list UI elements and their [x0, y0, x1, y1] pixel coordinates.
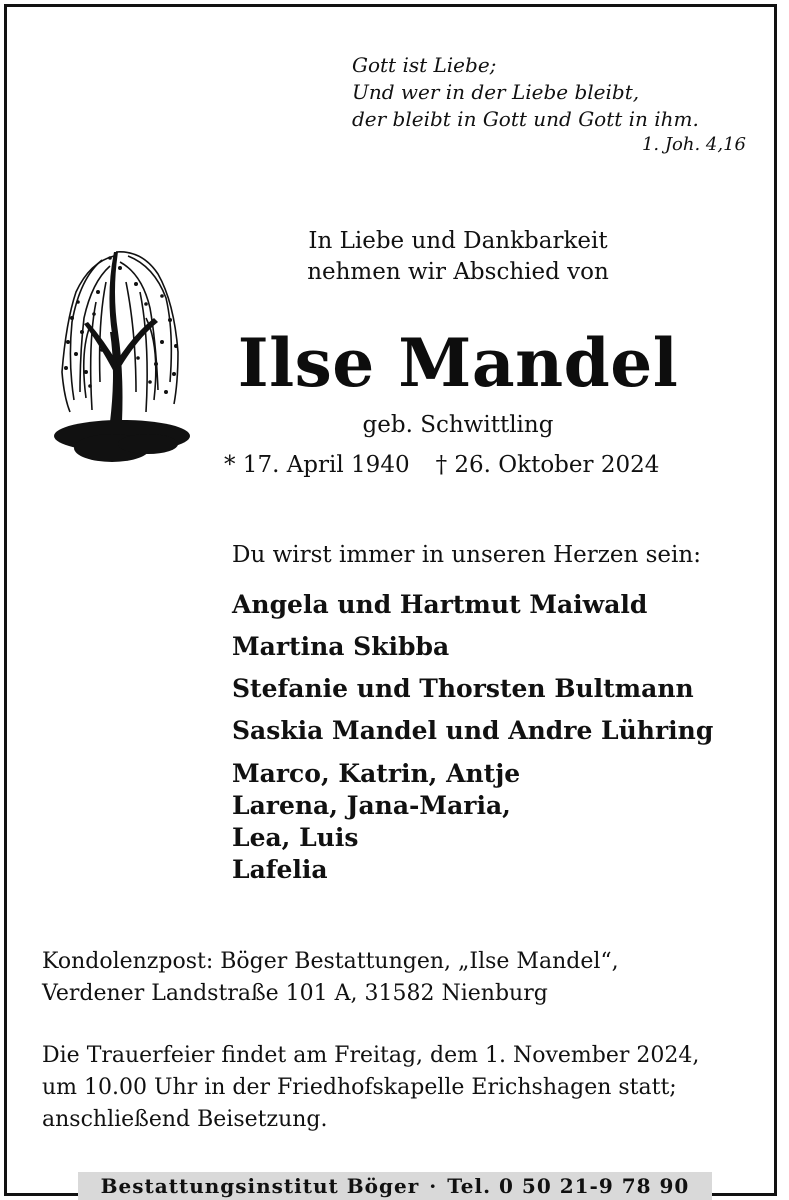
- life-dates: [224, 448, 704, 482]
- bible-verse: [352, 52, 746, 157]
- mourners-list: [232, 584, 772, 886]
- verse-reference: 1. Joh. 4,16: [641, 134, 746, 155]
- intro-text: [236, 226, 680, 288]
- birth-name: geb. Schwittling: [362, 412, 554, 438]
- grandchildren-line: Lea, Luis: [232, 823, 359, 852]
- condolence-line: Kondolenzpost: Böger Bestattungen, „Ilse Mandel“,: [42, 949, 619, 974]
- grandchildren-line: Lafelia: [232, 855, 328, 884]
- intro-line: nehmen wir Abschied von: [307, 259, 609, 285]
- grandchildren-line: Larena, Jana-Maria,: [232, 791, 511, 820]
- grandchildren-line: Marco, Katrin, Antje: [232, 759, 521, 788]
- funeral-home-footer: [78, 1172, 712, 1200]
- verse-line: Und wer in der Liebe bleibt,: [352, 80, 640, 104]
- condolence-line: Verdener Landstraße 101 A, 31582 Nienburg: [42, 981, 548, 1006]
- funeral-home-name: Bestattungsinstitut Böger: [100, 1174, 420, 1198]
- death-date: † 26. Oktober 2024: [435, 452, 660, 478]
- mourner-name: Angela und Hartmut Maiwald: [232, 590, 648, 619]
- funeral-service-info: [42, 1040, 762, 1136]
- service-line: um 10.00 Uhr in der Friedhofskapelle Erichshagen statt;: [42, 1075, 677, 1100]
- mourner-name: Saskia Mandel und Andre Lühring: [232, 716, 714, 745]
- separator-dot: ·: [429, 1174, 438, 1198]
- deceased-name: Ilse Mandel: [237, 324, 679, 402]
- birth-date: * 17. April 1940: [224, 452, 410, 478]
- service-line: anschließend Beisetzung.: [42, 1107, 328, 1132]
- service-line: Die Trauerfeier findet am Freitag, dem 1. November 2024,: [42, 1043, 700, 1068]
- funeral-home-phone: Tel. 0 50 21-9 78 90: [447, 1174, 690, 1198]
- mourner-name: Martina Skibba: [232, 632, 450, 661]
- verse-line: der bleibt in Gott und Gott in ihm.: [352, 107, 699, 131]
- weeping-willow-icon: [50, 222, 200, 472]
- intro-line: In Liebe und Dankbarkeit: [308, 228, 608, 254]
- condolence-address: [42, 946, 762, 1010]
- mourner-name: Stefanie und Thorsten Bultmann: [232, 674, 694, 703]
- verse-line: Gott ist Liebe;: [352, 53, 497, 77]
- farewell-line: Du wirst immer in unseren Herzen sein:: [232, 542, 701, 568]
